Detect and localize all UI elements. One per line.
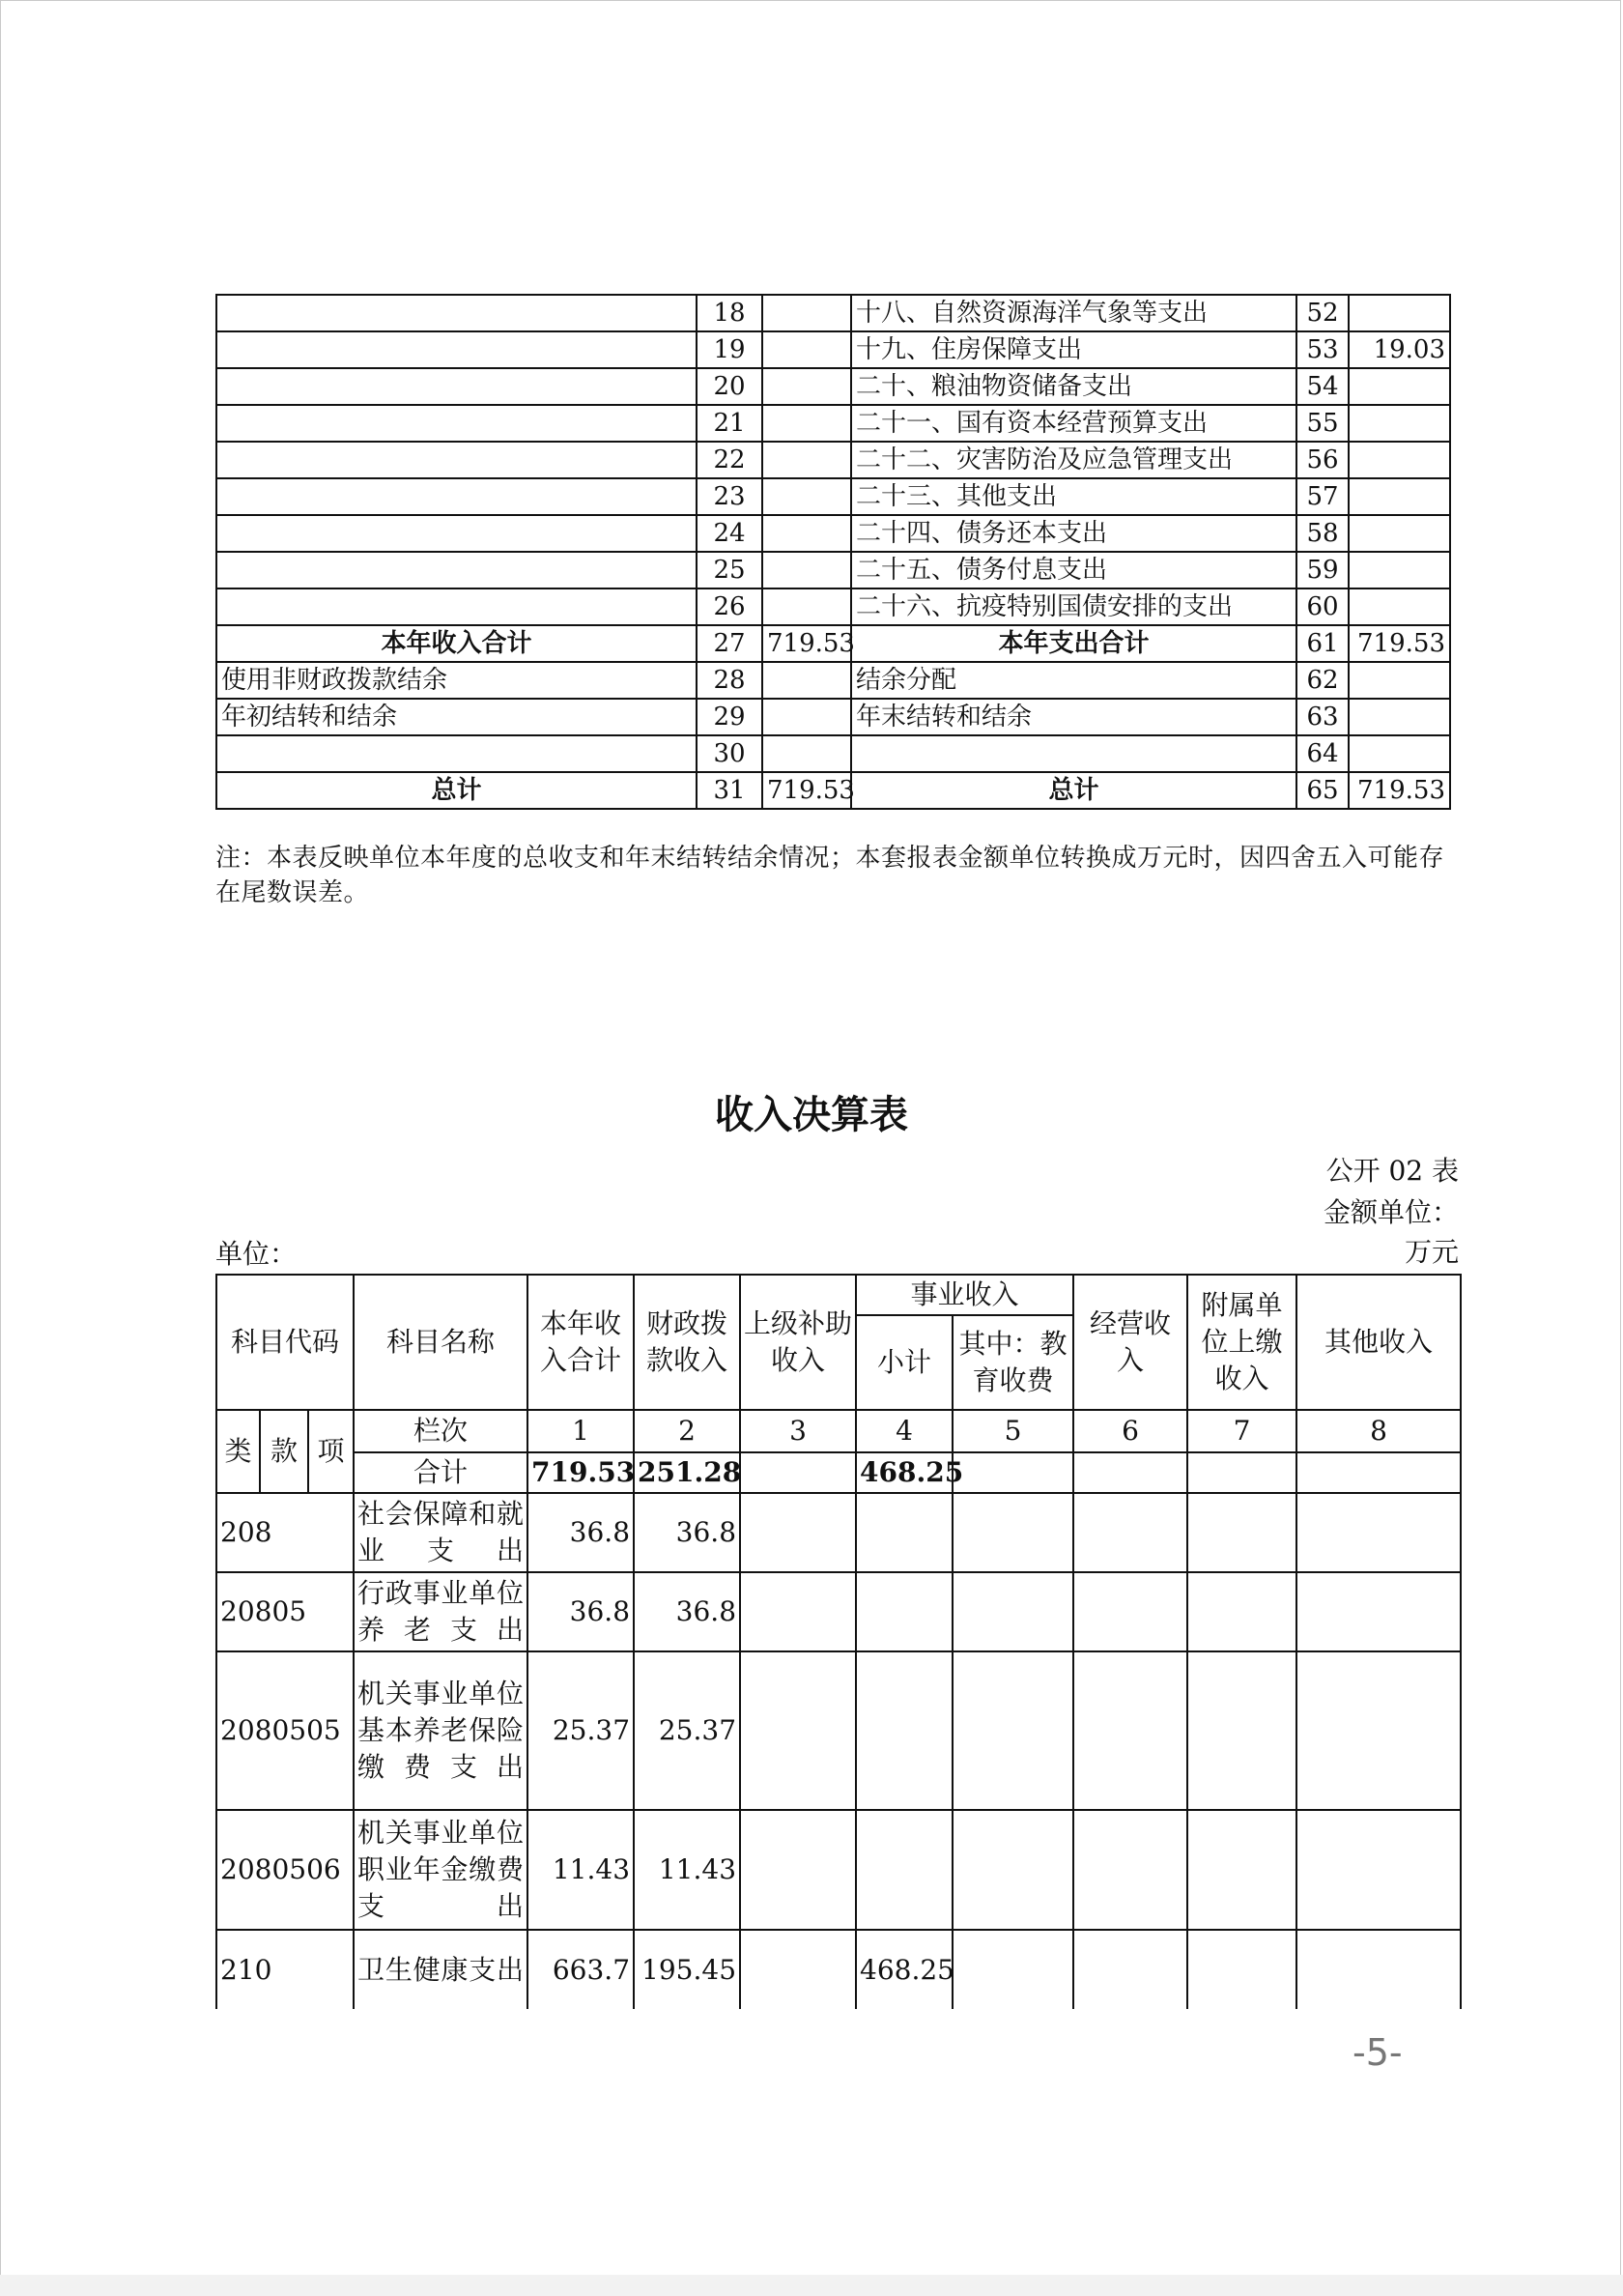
sum-edu bbox=[953, 1452, 1073, 1493]
income-table bbox=[215, 1274, 1462, 2009]
table-row bbox=[216, 331, 1450, 368]
header-col-no: 栏次 bbox=[354, 1410, 527, 1452]
amount-edu bbox=[953, 1810, 1073, 1930]
amount-other bbox=[1296, 1651, 1461, 1810]
subject-name: 机关事业单位基本养老保险缴费支出 bbox=[354, 1651, 527, 1810]
left-line-no: 21 bbox=[697, 405, 762, 442]
left-line-no: 27 bbox=[697, 625, 762, 662]
sum-operating bbox=[1073, 1452, 1187, 1493]
left-amount bbox=[762, 295, 851, 331]
right-amount: 719.53 bbox=[1349, 625, 1450, 662]
right-label bbox=[851, 735, 1296, 772]
right-line-no: 59 bbox=[1296, 552, 1349, 588]
left-amount bbox=[762, 442, 851, 478]
left-line-no: 18 bbox=[697, 295, 762, 331]
right-amount bbox=[1349, 588, 1450, 625]
subject-code: 20805 bbox=[216, 1572, 354, 1651]
amount-operating bbox=[1073, 1572, 1187, 1651]
header-name: 科目名称 bbox=[354, 1275, 527, 1410]
amount-edu bbox=[953, 1930, 1073, 2009]
sum-subtotal: 468.25 bbox=[856, 1452, 953, 1493]
amount-affiliated bbox=[1187, 1930, 1296, 2009]
amount-unit: 万元 bbox=[1404, 1236, 1459, 1268]
amount-affiliated bbox=[1187, 1493, 1296, 1572]
right-line-no: 58 bbox=[1296, 515, 1349, 552]
left-label bbox=[216, 515, 697, 552]
left-label bbox=[216, 368, 697, 405]
summary-table bbox=[215, 294, 1451, 810]
right-label: 二十六、抗疫特别国债安排的支出 bbox=[851, 588, 1296, 625]
right-line-no: 65 bbox=[1296, 772, 1349, 809]
right-line-no: 57 bbox=[1296, 478, 1349, 515]
col-number: 7 bbox=[1187, 1410, 1296, 1452]
sum-other bbox=[1296, 1452, 1461, 1493]
amount-total: 663.7 bbox=[527, 1930, 634, 2009]
right-amount bbox=[1349, 295, 1450, 331]
amount-edu bbox=[953, 1493, 1073, 1572]
table-row bbox=[216, 552, 1450, 588]
page-title: 收入决算表 bbox=[715, 1093, 908, 1137]
left-line-no: 22 bbox=[697, 442, 762, 478]
left-label bbox=[216, 295, 697, 331]
header-fiscal: 财政拨款收入 bbox=[634, 1275, 740, 1410]
amount-superior bbox=[740, 1493, 856, 1572]
col-number: 1 bbox=[527, 1410, 634, 1452]
subject-name: 卫生健康支出 bbox=[354, 1930, 527, 2009]
left-label: 本年收入合计 bbox=[216, 625, 697, 662]
table-note: 注：本表反映单位本年度的总收支和年末结转结余情况；本套报表金额单位转换成万元时，因四舍五入可能存在尾数误差。 bbox=[215, 844, 1445, 907]
amount-fiscal: 36.8 bbox=[634, 1572, 740, 1651]
right-line-no: 54 bbox=[1296, 368, 1349, 405]
right-line-no: 60 bbox=[1296, 588, 1349, 625]
bottom-strip bbox=[0, 2275, 1623, 2296]
amount-superior bbox=[740, 1930, 856, 2009]
right-label: 本年支出合计 bbox=[851, 625, 1296, 662]
right-amount bbox=[1349, 699, 1450, 735]
amount-other bbox=[1296, 1572, 1461, 1651]
left-line-no: 25 bbox=[697, 552, 762, 588]
table-row bbox=[216, 1651, 1461, 1810]
col-number: 8 bbox=[1296, 1410, 1461, 1452]
header-lei: 类 bbox=[216, 1410, 260, 1493]
col-number: 3 bbox=[740, 1410, 856, 1452]
left-amount bbox=[762, 478, 851, 515]
col-number: 6 bbox=[1073, 1410, 1187, 1452]
right-amount bbox=[1349, 442, 1450, 478]
header-kuan: 款 bbox=[260, 1410, 308, 1493]
table-row bbox=[216, 1810, 1461, 1930]
amount-subtotal bbox=[856, 1572, 953, 1651]
amount-affiliated bbox=[1187, 1810, 1296, 1930]
left-line-no: 30 bbox=[697, 735, 762, 772]
header-superior: 上级补助收入 bbox=[740, 1275, 856, 1410]
right-label: 十八、自然资源海洋气象等支出 bbox=[851, 295, 1296, 331]
right-line-no: 53 bbox=[1296, 331, 1349, 368]
table-row bbox=[216, 368, 1450, 405]
left-line-no: 29 bbox=[697, 699, 762, 735]
right-amount bbox=[1349, 478, 1450, 515]
left-label bbox=[216, 442, 697, 478]
left-amount bbox=[762, 515, 851, 552]
amount-unit-label: 金额单位： bbox=[1323, 1196, 1459, 1228]
amount-subtotal bbox=[856, 1810, 953, 1930]
table-row bbox=[216, 295, 1450, 331]
left-amount bbox=[762, 588, 851, 625]
right-amount bbox=[1349, 735, 1450, 772]
left-line-no: 31 bbox=[697, 772, 762, 809]
sum-total: 719.53 bbox=[527, 1452, 634, 1493]
amount-edu bbox=[953, 1651, 1073, 1810]
header-affiliated: 附属单位上缴收入 bbox=[1187, 1275, 1296, 1410]
amount-fiscal: 36.8 bbox=[634, 1493, 740, 1572]
right-line-no: 62 bbox=[1296, 662, 1349, 699]
amount-affiliated bbox=[1187, 1651, 1296, 1810]
right-line-no: 63 bbox=[1296, 699, 1349, 735]
right-line-no: 61 bbox=[1296, 625, 1349, 662]
table-row bbox=[216, 735, 1450, 772]
right-label: 总计 bbox=[851, 772, 1296, 809]
left-amount bbox=[762, 405, 851, 442]
right-label: 二十、粮油物资储备支出 bbox=[851, 368, 1296, 405]
table-row bbox=[216, 515, 1450, 552]
table-row bbox=[216, 1493, 1461, 1572]
right-amount bbox=[1349, 552, 1450, 588]
right-label: 十九、住房保障支出 bbox=[851, 331, 1296, 368]
right-label: 年末结转和结余 bbox=[851, 699, 1296, 735]
right-label: 二十五、债务付息支出 bbox=[851, 552, 1296, 588]
right-line-no: 52 bbox=[1296, 295, 1349, 331]
amount-subtotal bbox=[856, 1493, 953, 1572]
subject-code: 208 bbox=[216, 1493, 354, 1572]
form-number: 公开 02 表 bbox=[1325, 1155, 1459, 1187]
left-line-no: 19 bbox=[697, 331, 762, 368]
amount-operating bbox=[1073, 1493, 1187, 1572]
left-line-no: 23 bbox=[697, 478, 762, 515]
right-line-no: 56 bbox=[1296, 442, 1349, 478]
amount-superior bbox=[740, 1651, 856, 1810]
table-row bbox=[216, 478, 1450, 515]
table-row bbox=[216, 442, 1450, 478]
amount-subtotal: 468.25 bbox=[856, 1930, 953, 2009]
right-line-no: 64 bbox=[1296, 735, 1349, 772]
table-row bbox=[216, 772, 1450, 809]
table-row bbox=[216, 1930, 1461, 2009]
sum-superior bbox=[740, 1452, 856, 1493]
amount-other bbox=[1296, 1930, 1461, 2009]
right-line-no: 55 bbox=[1296, 405, 1349, 442]
amount-total: 11.43 bbox=[527, 1810, 634, 1930]
left-line-no: 28 bbox=[697, 662, 762, 699]
right-amount bbox=[1349, 405, 1450, 442]
left-amount: 719.53 bbox=[762, 772, 851, 809]
right-amount: 19.03 bbox=[1349, 331, 1450, 368]
right-amount: 719.53 bbox=[1349, 772, 1450, 809]
header-xiang: 项 bbox=[308, 1410, 354, 1493]
amount-fiscal: 195.45 bbox=[634, 1930, 740, 2009]
right-label: 二十三、其他支出 bbox=[851, 478, 1296, 515]
left-label bbox=[216, 735, 697, 772]
subject-code: 2080506 bbox=[216, 1810, 354, 1930]
right-label: 二十四、债务还本支出 bbox=[851, 515, 1296, 552]
amount-superior bbox=[740, 1572, 856, 1651]
left-label bbox=[216, 331, 697, 368]
header-operating: 经营收入 bbox=[1073, 1275, 1187, 1410]
table-row bbox=[216, 625, 1450, 662]
subject-code: 210 bbox=[216, 1930, 354, 2009]
amount-total: 36.8 bbox=[527, 1493, 634, 1572]
header-other: 其他收入 bbox=[1296, 1275, 1461, 1410]
right-label: 结余分配 bbox=[851, 662, 1296, 699]
amount-total: 25.37 bbox=[527, 1651, 634, 1810]
left-line-no: 24 bbox=[697, 515, 762, 552]
page-number: -5- bbox=[1352, 2031, 1403, 2074]
right-amount bbox=[1349, 368, 1450, 405]
header-edu: 其中：教育收费 bbox=[953, 1315, 1073, 1410]
left-label bbox=[216, 405, 697, 442]
left-label: 使用非财政拨款结余 bbox=[216, 662, 697, 699]
table-row bbox=[216, 1572, 1461, 1651]
header-sum: 合计 bbox=[354, 1452, 527, 1493]
amount-fiscal: 25.37 bbox=[634, 1651, 740, 1810]
header-business: 事业收入 bbox=[856, 1275, 1073, 1315]
header-total: 本年收入合计 bbox=[527, 1275, 634, 1410]
left-amount bbox=[762, 552, 851, 588]
amount-operating bbox=[1073, 1810, 1187, 1930]
amount-other bbox=[1296, 1810, 1461, 1930]
subject-name: 社会保障和就业支出 bbox=[354, 1493, 527, 1572]
left-line-no: 20 bbox=[697, 368, 762, 405]
left-amount bbox=[762, 368, 851, 405]
amount-operating bbox=[1073, 1930, 1187, 2009]
left-amount: 719.53 bbox=[762, 625, 851, 662]
left-label bbox=[216, 478, 697, 515]
amount-superior bbox=[740, 1810, 856, 1930]
right-amount bbox=[1349, 662, 1450, 699]
amount-other bbox=[1296, 1493, 1461, 1572]
left-label: 总计 bbox=[216, 772, 697, 809]
amount-subtotal bbox=[856, 1651, 953, 1810]
amount-total: 36.8 bbox=[527, 1572, 634, 1651]
left-label bbox=[216, 588, 697, 625]
amount-fiscal: 11.43 bbox=[634, 1810, 740, 1930]
col-number: 2 bbox=[634, 1410, 740, 1452]
amount-operating bbox=[1073, 1651, 1187, 1810]
left-label: 年初结转和结余 bbox=[216, 699, 697, 735]
right-label: 二十一、国有资本经营预算支出 bbox=[851, 405, 1296, 442]
table-row bbox=[216, 699, 1450, 735]
left-amount bbox=[762, 331, 851, 368]
left-amount bbox=[762, 699, 851, 735]
table-row bbox=[216, 662, 1450, 699]
left-label bbox=[216, 552, 697, 588]
right-label: 二十二、灾害防治及应急管理支出 bbox=[851, 442, 1296, 478]
amount-edu bbox=[953, 1572, 1073, 1651]
header-subtotal: 小计 bbox=[856, 1315, 953, 1410]
left-line-no: 26 bbox=[697, 588, 762, 625]
amount-affiliated bbox=[1187, 1572, 1296, 1651]
left-amount bbox=[762, 662, 851, 699]
subject-name: 机关事业单位职业年金缴费支出 bbox=[354, 1810, 527, 1930]
subject-code: 2080505 bbox=[216, 1651, 354, 1810]
subject-name: 行政事业单位养老支出 bbox=[354, 1572, 527, 1651]
right-amount bbox=[1349, 515, 1450, 552]
table-row bbox=[216, 588, 1450, 625]
sum-fiscal: 251.28 bbox=[634, 1452, 740, 1493]
left-amount bbox=[762, 735, 851, 772]
sum-affiliated bbox=[1187, 1452, 1296, 1493]
unit-label: 单位： bbox=[215, 1238, 298, 1270]
header-code: 科目代码 bbox=[216, 1275, 354, 1410]
table-row bbox=[216, 405, 1450, 442]
col-number: 4 bbox=[856, 1410, 953, 1452]
col-number: 5 bbox=[953, 1410, 1073, 1452]
